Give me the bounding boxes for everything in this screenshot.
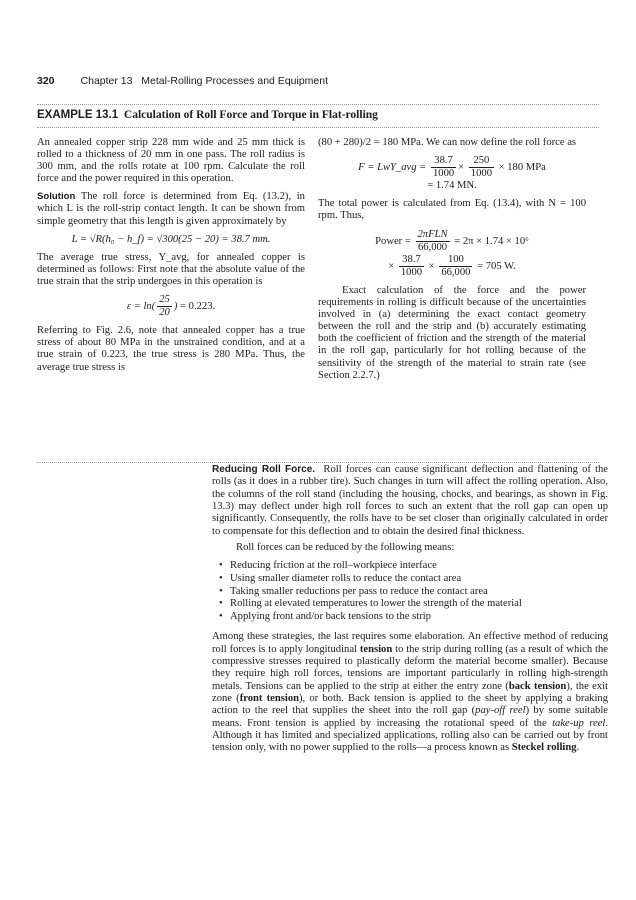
true-strain-equation: ε = ln( $\frac{25}{20}$ ) = 0.223. (126, 294, 216, 319)
eq4-denominator: 66,000 (417, 241, 448, 253)
rule-top (37, 104, 599, 105)
eq4-den3: 66,000 (441, 266, 471, 278)
solution-paragraph (37, 191, 305, 227)
term-front-tension: front tension (239, 693, 300, 705)
tension-text-d: ), or both. Back tension is applied to the sheet by applying a braking action to the reel that supplies the sheet into the roll gap ( (212, 693, 608, 717)
roll-force-result: = 1.74 MN. (427, 180, 477, 192)
eq2-denominator: 20 (159, 307, 170, 319)
term-payoff-reel: pay-off reel (475, 705, 526, 717)
solution-text: The roll force is determined from Eq. (13.2), in which L is the roll-strip contact length. It can be shown from simple geometry that this length is given approximately by (37, 191, 305, 227)
example-heading: Calculation of Roll Force and Torque in Flat-rolling (123, 109, 378, 121)
term-tension: tension (359, 643, 393, 655)
eq3-num2: 250 (469, 155, 494, 168)
section-heading: Reducing Roll Force. (212, 464, 316, 475)
tension-text-a: Among these strategies, the last requires some elaboration. An effective method of reducing roll forces is to apply longitudinal (212, 631, 608, 655)
eq3-den2: 1000 (470, 168, 492, 180)
roll-force-equation: F = LwY_avg = $\frac{38.7}{1000}$ × $\frac{250}{1000}$ × 180 MPa (358, 155, 546, 180)
tension-text-b: to the strip during rolling (as a result of which the compressive stresses required to plastically deform the material become smaller). Because they require high roll forces, tensions are important particularly in rolling high-strength metals. Tensions can be applied to the strip at either the entry zone ( (212, 643, 608, 692)
eq4-numerator: 2πFLN (416, 229, 450, 242)
eq4-result: = 705 W. (477, 260, 516, 272)
solution-label: Solution (37, 191, 76, 203)
eq3-rhs: × 180 MPa (498, 162, 546, 174)
eq3-lhs: F = LwY_avg = (358, 162, 427, 174)
example-left-column (37, 137, 305, 374)
example-problem: An annealed copper strip 228 mm wide and 25 mm thick is rolled to a thickness of 20 mm in one pass. The roll radius is 300 mm, and the rolls rotate at 100 rpm. Calculate the roll force and the power required in this operation. (37, 137, 305, 185)
power-equation (318, 229, 586, 254)
tension-text-e: ) by some suitable means. Front tension is applied by increasing the rotational speed of the (212, 705, 608, 729)
term-back-tension: back tension (508, 680, 567, 692)
rule-under-title (37, 127, 599, 128)
tension-text-f: . Although it has limited and specialized applications, rolling also can be carried out by front tension only, with no power supplied to the rolls—a process known as (212, 717, 608, 754)
eq4-lhs: Power = (375, 235, 411, 247)
page-header (37, 75, 328, 87)
eq3-num1: 38.7 (431, 155, 456, 168)
list-item: • Using smaller diameter rolls to reduce the contact area (230, 573, 608, 586)
list-item: • Rolling at elevated temperatures to lower the strength of the material (230, 598, 608, 611)
exact-calculation-paragraph: Exact calculation of the force and the power requirements in rolling is difficult because of the uncertainties involved in (a) determining the exact contact geometry between the roll and the strip and (b) accurately estimating both the coefficient of friction and the strength of the material in the roll gap, particularly for hot rolling because of the sensitivity of the strength of the material to strain rate (see Section 2.2.7.) (318, 284, 586, 381)
eq4-num2: 38.7 (399, 254, 424, 267)
example-label: EXAMPLE 13.1 (37, 109, 119, 121)
list-item: • Taking smaller reductions per pass to reduce the contact area (230, 586, 608, 599)
tension-text-g: . (576, 742, 580, 754)
means-list (212, 560, 608, 623)
eq3-den1: 1000 (432, 168, 455, 180)
chapter-title: Metal-Rolling Processes and Equipment (141, 75, 329, 87)
term-steckel-rolling: Steckel rolling (511, 742, 577, 754)
reducing-roll-force-text: Roll forces can cause significant deflection and flattening of the rolls (as it does in a rubber tire). Such changes in turn will affect the rolling operation. Also, the columns of the roll stand (including the housing, chocks, and bearings, as shown in Fig. 13.3) may deflect under high roll forces to such an extent that the roll gap can open up significantly. Consequently, the rolls have to be set closer than originally calculated in order to compensate for this deflection and to obtain the desired final thickness. (212, 464, 609, 537)
reducing-roll-force-paragraph (212, 464, 608, 538)
true-stress-paragraph: The average true stress, Y_avg, for annealed copper is determined as follows: First note that the absolute value of the true strain that the strip undergoes in this operation is (37, 251, 305, 287)
page-number: 320 (37, 75, 55, 87)
eq4-den2: 1000 (400, 266, 423, 278)
main-body-text (212, 458, 608, 755)
eq4-num3: 100 (439, 254, 472, 267)
example-right-column (318, 137, 586, 382)
means-intro: Roll forces can be reduced by the following means: (236, 542, 455, 554)
eq2-numerator: 25 (157, 294, 172, 307)
example-title (37, 109, 378, 121)
eq4-middle: = 2π × 1.74 × 10⁶ (454, 235, 529, 247)
roll-force-intro: (80 + 280)/2 = 180 MPa. We can now define the roll force as (318, 137, 577, 148)
tension-text-c: ), the exit zone ( (212, 680, 608, 705)
eq2-lhs: ε = ln (126, 301, 152, 313)
tension-paragraph (212, 631, 608, 754)
stress-reference-paragraph: Referring to Fig. 2.6, note that annealed copper has a true stress of about 80 MPa in the unstrained condition, and at a true strain of 0.223, the true stress is 280 MPa. Thus, the average true stress is (37, 325, 305, 373)
power-equation-line2: × $\frac{38.7}{1000}$ × $\frac{100}{66,000}$ = 705 W. (388, 253, 516, 278)
list-item: • Reducing friction at the roll–workpiece interface (230, 560, 608, 573)
chapter-label: Chapter 13 (80, 75, 133, 87)
list-item: • Applying front and/or back tensions to the strip (230, 611, 608, 624)
contact-length-equation: L = √R(h₀ − h_f) = √300(25 − 20) = 38.7 mm. (71, 233, 271, 245)
eq2-rhs: = 0.223. (180, 301, 216, 313)
power-intro: The total power is calculated from Eq. (13.4), with N = 100 rpm. Thus, (318, 198, 586, 222)
term-takeup-reel: take-up reel (552, 717, 606, 729)
